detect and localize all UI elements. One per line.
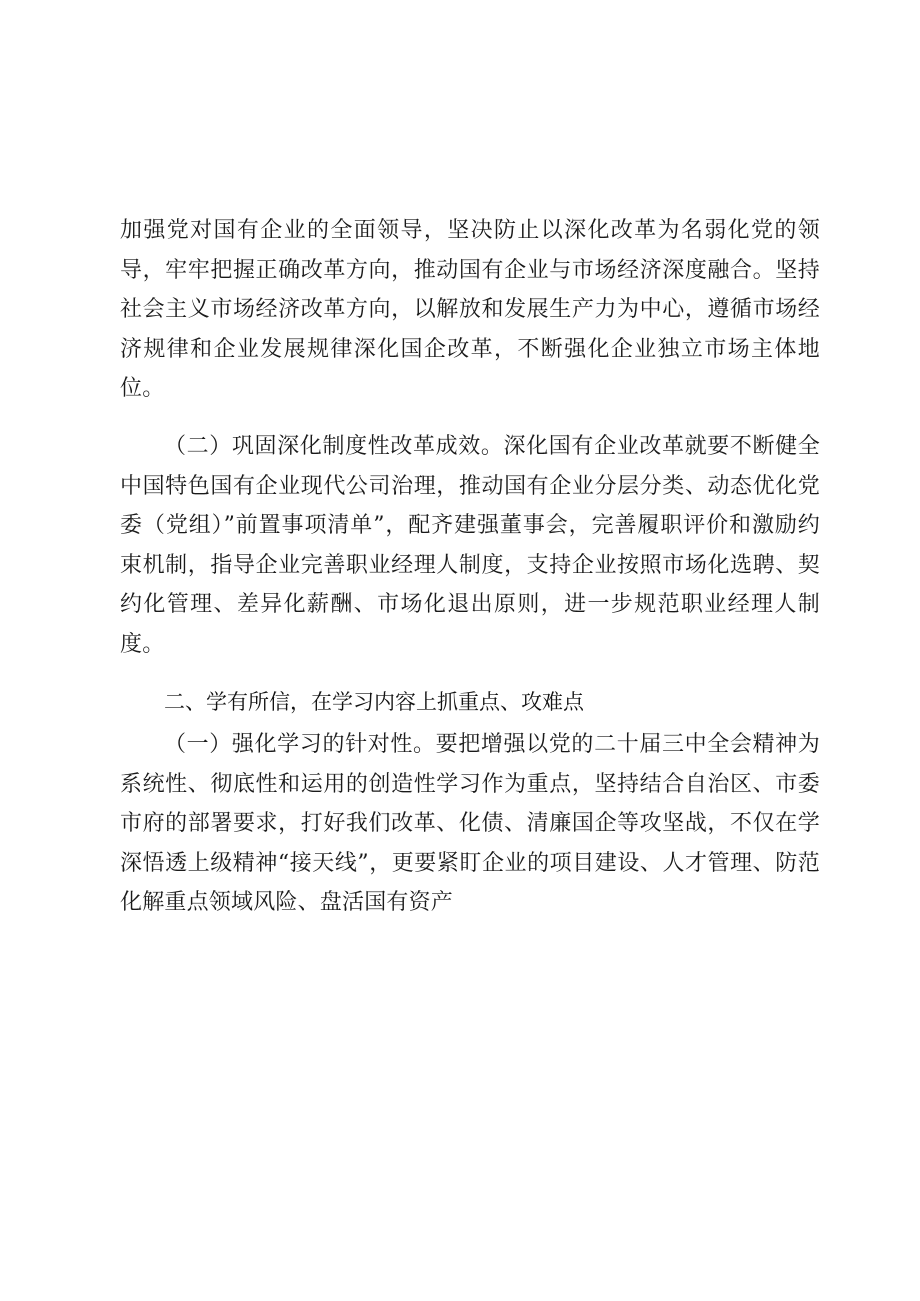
- paragraph-continued: 加强党对国有企业的全面领导，坚决防止以深化改革为名弱化党的领导，牢牢把握正确改革方向，推动国有企业与市场经济深度融合。坚持社会主义市场经济改革方向，以解放和发展生产力为中心，遵循市场经济规律和企业发展规律深化国企改革，不断强化企业独立市场主体地位。: [120, 218, 820, 401]
- paragraph-consolidate-reform: （二）巩固深化制度性改革成效。深化国有企业改革就要不断健全中国特色国有企业现代公司治理，推动国有企业分层分类、动态优化党委（党组）”前置事项清单”，配齐建强董事会，完善履职评价和激励约束机制，指导企业完善职业经理人制度，支持企业按照市场化选聘、契约化管理、差异化薪酬、市场化退出原则，进一步规范职业经理人制度。: [120, 434, 820, 657]
- paragraph-strengthen-learning: （一）强化学习的针对性。要把增强以党的二十届三中全会精神为系统性、彻底性和运用的创造性学习作为重点，坚持结合自治区、市委市府的部署要求，打好我们改革、化债、清廉国企等攻坚战，不仅在学深悟透上级精神“接天线”，更要紧盯企业的项目建设、人才管理、防范化解重点领域风险、盘活国有资产: [120, 732, 820, 915]
- section-heading: 二、学有所信，在学习内容上抓重点、攻难点: [164, 690, 584, 714]
